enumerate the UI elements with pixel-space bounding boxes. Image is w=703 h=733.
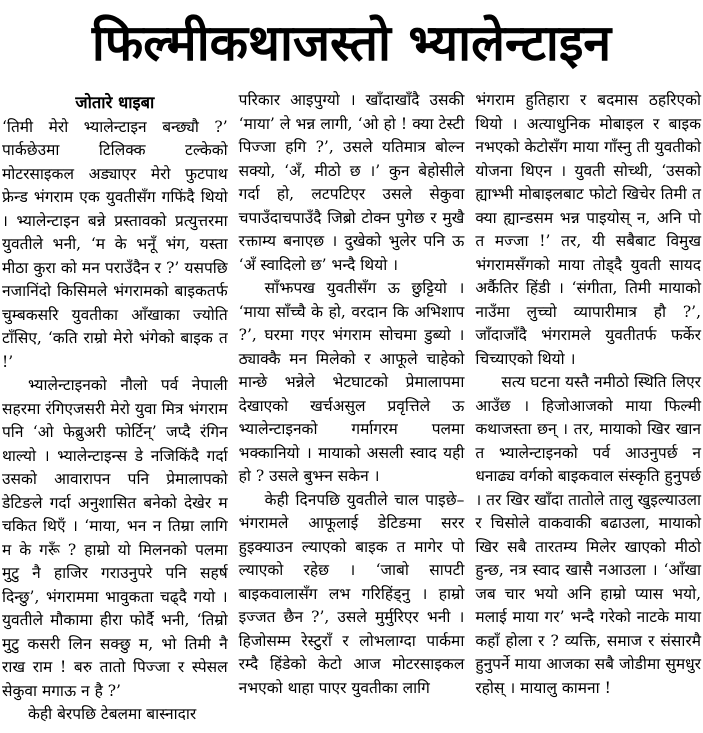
article-headline: फिल्मीकथाजस्तो भ्यालेन्टाइन [91,13,612,72]
article-column-3 [475,89,701,700]
article-paragraph: सत्य घटना यस्तै नमीठो स्थिति लिएर आउँछ । हिजोआजको माया फिल्मी कथाजस्ता छन् । तर, मायाको खिर खान त भ्यालेन्टाइनको पर्व आउनुपर्छ न धनाढ्य वर्गको बाइकवाल संस्कृति हुनुपर्छ । तर खिर खाँदा तातोले तालु खुइल्याउला र चिसोले वाकवाकी बढाउला, मायाको खिर सबै तारतम्य मिलेर खाएको मीठो हुन्छ, नत्र स्वाद खासै नआउला । ‘आँखा जब चार भयो अनि हाम्रो प्यास भयो, मलाई माया गर’ भन्दै गरेको नाटके माया कहाँ होला र ? व्यक्ति, समाज र संसारमै हुनुपर्ने माया आजका सबै जोडीमा सुमधुर रहोस् । मायालु कामना ! [475,373,702,697]
article-paragraph: केही बेरपछि टेबलमा बास्नादार [28,705,197,723]
article-column-1 [2,89,228,727]
article-paragraph: साँझपख युवतीसँग ऊ छुट्टियो । ‘माया साँच्चै के हो, वरदान कि अभिशाप ?’, घरमा गएर भंगराम सोचमा डुब्यो । ठ्याक्कै मन मिलेको र आफूले चाहेको मान्छे भन्नेले भेटघाटको प्रेमालापमा देखाएको खर्चअसुल प्रवृत्तिले ऊ भ्यालेन्टाइनको गर्मागरम पलमा भक्कानियो । मायाको असली स्वाद यही हो ? उसले बुझ्न सकेन । [238,279,465,485]
article-paragraph: ‘तिमी मेरो भ्यालेन्टाइन बन्छ्यौ ?’ पार्कछेउमा टिलिक्क टल्केको मोटरसाइकल अड्याएर मेरो फुटपाथ फ्रेन्ड भंगराम एक युवतीसँग गफिंदै थियो । भ्यालेन्टाइन बन्ने प्रस्तावको प्रत्युत्तरमा युवतीले भनी, ‘म के भनूँ भंग, यस्ता मीठा कुरा को मन पराउँदैन र ?’ यसपछि नजानिंदो किसिमले भंगरामको बाइकतर्फ चुम्बकसरि युवतीका आँखाका ज्योति टाँसिए, ‘कति राम्रो मेरो भंगेको बाइक त !’ [2,117,228,371]
article-byline: जोतारे धाइबा [75,93,155,112]
article-paragraph: परिकार आइपुग्यो । खाँदाखाँदै उसकी ‘माया’ ले भन्न लागी, ‘ओ हो ! क्या टेस्टी पिज्जा हगि ?’, उसले यतिमात्र बोल्न सक्यो, ‘अँ, मीठो छ ।’ कुन बेहोसीले गर्दा हो, लटपटिएर उसले सेकुवा चपाउँदाचपाउँदै जिब्रो टोक्न पुगेछ र मुखै रक्ताम्य बनाएछ । दुखेको भुलेर पनि ऊ ‘अँ स्वादिलो छ’ भन्दै थियो । [238,91,465,274]
article-columns [0,89,703,727]
article-paragraph: भंगराम हुतिहारा र बदमास ठहरिएको थियो । अत्याधुनिक मोबाइल र बाइक नभएको केटोसँग माया गाँस्नु ती युवतीको योजना थिएन । युवती सोच्थी, ‘उसको ह्याभ्भी मोबाइलबाट फोटो खिचेर तिमी त क्या ह्यान्डसम भन्न पाइयोस् न, अनि पो त मज्जा !’ तर, यी सबैबाट विमुख भंगरामसँगको माया तोड्दै युवती सायद अर्कैतिर हिंडी । ‘संगीता, तिमी मायाको नाउँमा लुच्चो व्यापारीमात्र हौ ?’, जाँदाजाँदै भंगरामले युवतीतर्फ फर्केर चिच्याएको थियो । [475,91,702,368]
article-column-2 [239,89,465,700]
article-paragraph: भ्यालेन्टाइनको नौलो पर्व नेपाली सहरमा रंगिएजसरी मेरो युवा मित्र भंगराम पनि ‘ओ फेब्रुअरी फोर्टिन्’ जप्दै रंगिन थाल्यो । भ्यालेन्टाइन्स डे नजिकिंदै गर्दा उसको आवारापन पनि प्रेमालापको डेटिङले गर्दा अनुशासित बनेको देखेर म चकित थिएँ । ‘माया, भन न तिम्रा लागि म के गरूँ ? हाम्रो यो मिलनको पलमा मुटु नै हाजिर गराउनुपरे पनि सहर्ष दिन्छु’, भंगराममा भावुकता चढ्दै गयो । युवतीले मौकामा हीरा फोर्दै भनी, ‘तिम्रो मुटु कसरी लिन सक्छु म, भो तिमी नै राख राम ! बरु तातो पिज्जा र स्पेसल सेकुवा मगाऊ न है ?’ [2,376,228,700]
article-paragraph: केही दिनपछि युवतीले चाल पाइछे– भंगरामले आफूलाई डेटिङमा सरर हुइक्याउन ल्याएको बाइक त मागेर पो ल्याएको रहेछ । ‘जाबो सापटी बाइकवालासँग लभ गरिहिंड्नु । हाम्रो इज्जत छैन ?’, उसले मुर्मुरिएर भनी । हिजोसम्म रेस्टुराँ र लोभलाग्दा पार्कमा रम्दै हिंडेको केटो आज मोटरसाइकल नभएको थाहा पाएर युवतीका लागि [238,490,465,697]
